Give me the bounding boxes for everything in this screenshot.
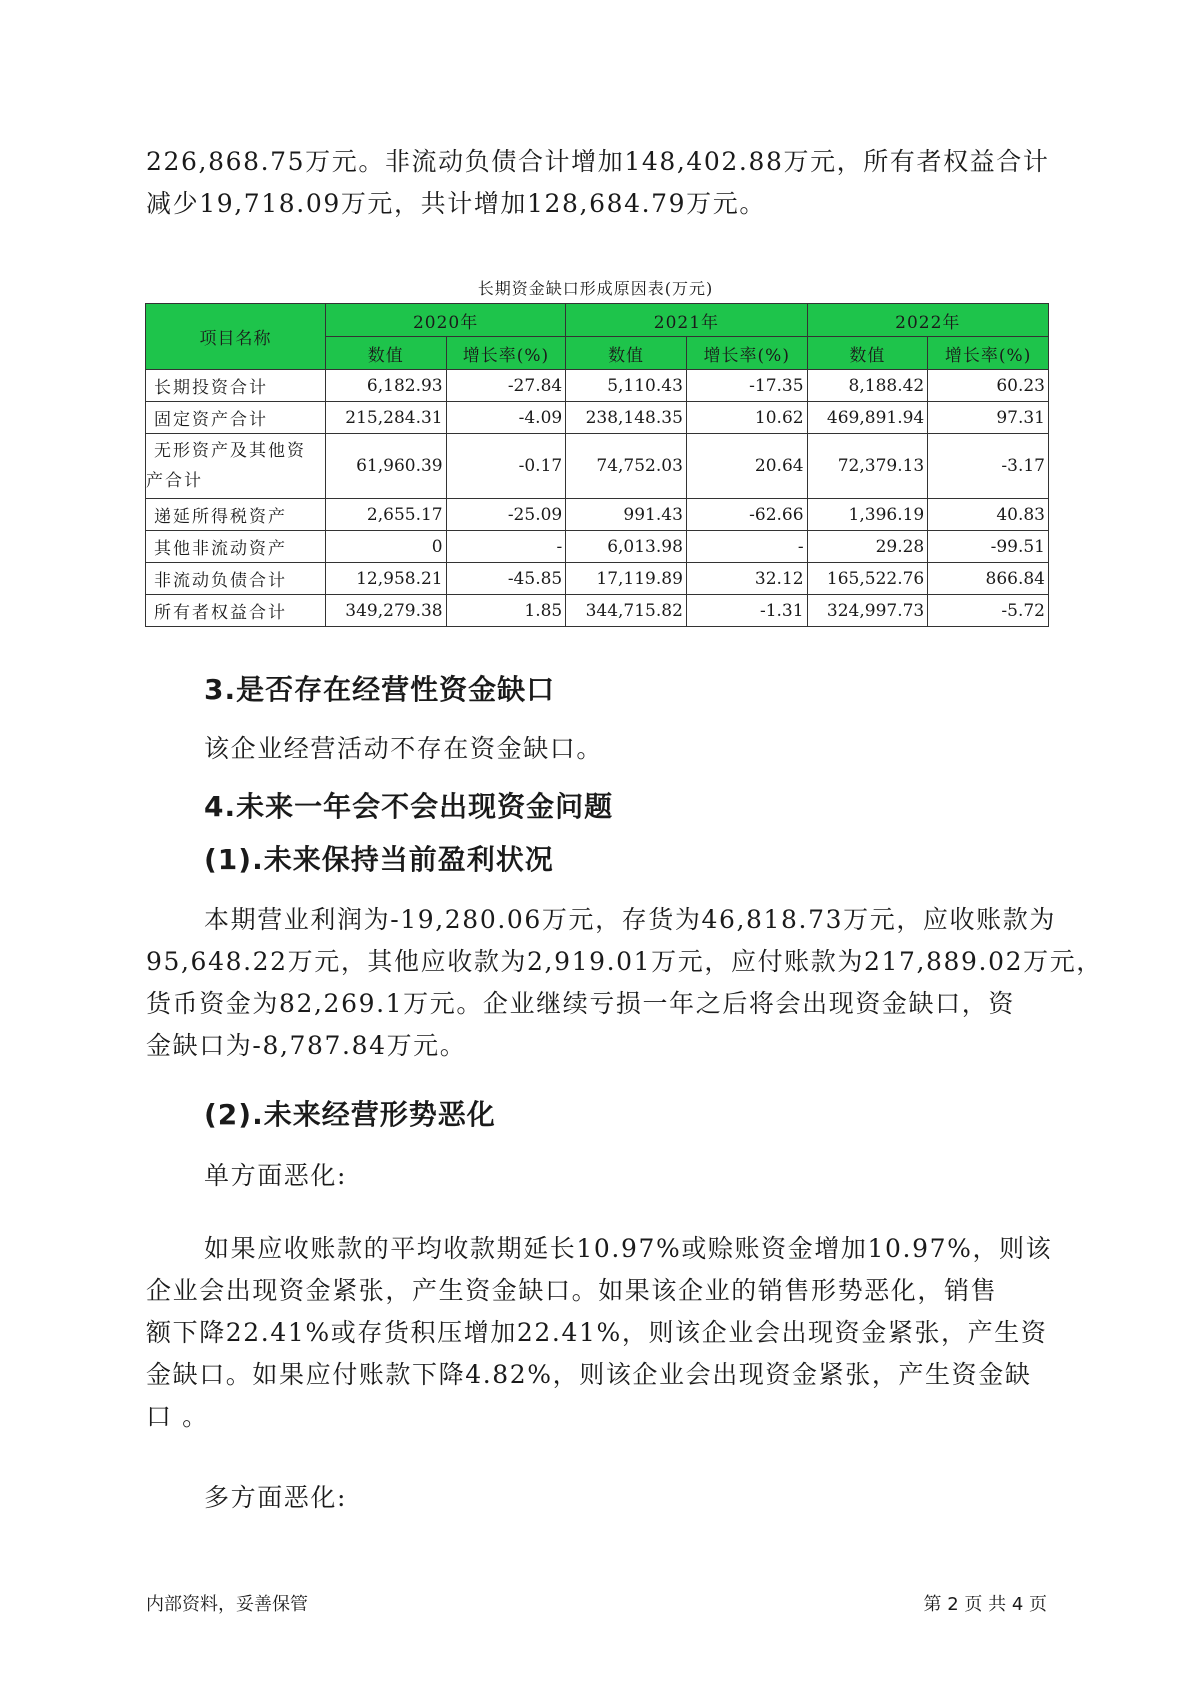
text-line: 本期营业利润为-19,280.06万元，存货为46,818.73万元，应收账款为	[204, 905, 1056, 934]
table-cell: -25.09	[446, 499, 566, 531]
funding-gap-table	[145, 303, 1049, 627]
subsection-heading: (2).未来经营形势恶化	[204, 1098, 496, 1131]
paragraph-operating-gap	[146, 728, 1046, 770]
header-value: 数值	[566, 337, 687, 370]
table-cell: 866.84	[928, 563, 1049, 595]
header-item-name: 项目名称	[146, 304, 326, 370]
table-cell: -4.09	[446, 402, 566, 434]
text-line: 如果应收账款的平均收款期延长10.97%或赊账资金增加10.97%，则该	[204, 1234, 1053, 1263]
table-cell: 10.62	[686, 402, 807, 434]
table-cell: 32.12	[686, 563, 807, 595]
paragraph-liability-summary	[146, 141, 1050, 225]
section-heading: 4.未来一年会不会出现资金问题	[204, 790, 614, 823]
table-cell: 1,396.19	[807, 499, 928, 531]
table-cell: 2,655.17	[325, 499, 446, 531]
text-line: 金缺口。如果应付账款下降4.82%，则该企业会出现资金紧张，产生资金缺	[146, 1360, 1032, 1389]
row-label: 所有者权益合计	[146, 595, 326, 627]
table-cell: 29.28	[807, 531, 928, 563]
footer-page-number: 第 2 页 共 4 页	[923, 1594, 1047, 1615]
table-cell: 215,284.31	[325, 402, 446, 434]
table-row	[146, 499, 1049, 531]
table-cell: 17,119.89	[566, 563, 687, 595]
table-cell: 61,960.39	[325, 434, 446, 499]
table-caption: 长期资金缺口形成原因表(万元)	[477, 279, 714, 298]
label-multi-deterioration	[146, 1477, 1046, 1519]
table-cell: 0	[325, 531, 446, 563]
table-row	[146, 531, 1049, 563]
text-line: 金缺口为-8,787.84万元。	[146, 1031, 467, 1060]
table-cell: 12,958.21	[325, 563, 446, 595]
table-cell: 349,279.38	[325, 595, 446, 627]
table-cell: -99.51	[928, 531, 1049, 563]
table-cell: 1.85	[446, 595, 566, 627]
table-cell: -62.66	[686, 499, 807, 531]
table-cell: 344,715.82	[566, 595, 687, 627]
table-cell: 5,110.43	[566, 370, 687, 402]
subsection-heading: (1).未来保持当前盈利状况	[204, 843, 554, 876]
row-label: 非流动负债合计	[146, 563, 326, 595]
table-cell: -0.17	[446, 434, 566, 499]
row-label: 长期投资合计	[146, 370, 326, 402]
header-year-2022: 2022年	[807, 304, 1048, 337]
row-label-line: 无形资产及其他资	[154, 441, 306, 461]
text-line: 226,868.75万元。非流动负债合计增加148,402.88万元，所有者权益合计	[146, 147, 1050, 176]
table-cell: -17.35	[686, 370, 807, 402]
table-cell: 97.31	[928, 402, 1049, 434]
table-cell: 6,182.93	[325, 370, 446, 402]
section-heading: 3.是否存在经营性资金缺口	[204, 673, 556, 706]
row-label: 其他非流动资产	[146, 531, 326, 563]
table-cell: 991.43	[566, 499, 687, 531]
row-label: 递延所得税资产	[146, 499, 326, 531]
table-cell: 165,522.76	[807, 563, 928, 595]
text-line: 95,648.22万元，其他应收款为2,919.01万元，应付账款为217,889.02万元，	[146, 947, 1103, 976]
label-single-deterioration	[146, 1155, 1046, 1197]
table-cell: 72,379.13	[807, 434, 928, 499]
text-line: 口 。	[146, 1402, 209, 1431]
table-cell: 8,188.42	[807, 370, 928, 402]
table-cell: 238,148.35	[566, 402, 687, 434]
text-line: 多方面恶化:	[204, 1483, 348, 1512]
table-cell: -45.85	[446, 563, 566, 595]
table-cell: -3.17	[928, 434, 1049, 499]
table-row	[146, 402, 1049, 434]
table-cell: -	[686, 531, 807, 563]
header-growth: 增长率(%)	[446, 337, 566, 370]
footer-confidential-note: 内部资料，妥善保管	[146, 1594, 308, 1615]
table-row	[146, 595, 1049, 627]
table-row	[146, 370, 1049, 402]
row-label	[146, 434, 326, 499]
table-cell: -27.84	[446, 370, 566, 402]
text-line: 单方面恶化:	[204, 1161, 348, 1190]
table-cell: 20.64	[686, 434, 807, 499]
table-cell: 6,013.98	[566, 531, 687, 563]
text-line: 货币资金为82,269.1万元。企业继续亏损一年之后将会出现资金缺口，资	[146, 989, 1015, 1018]
text-line: 额下降22.41%或存货积压增加22.41%，则该企业会出现资金紧张，产生资	[146, 1318, 1048, 1347]
table-cell: -1.31	[686, 595, 807, 627]
header-growth: 增长率(%)	[928, 337, 1049, 370]
text-line: 该企业经营活动不存在资金缺口。	[204, 734, 604, 763]
table-cell: 469,891.94	[807, 402, 928, 434]
header-year-2020: 2020年	[325, 304, 565, 337]
text-line: 企业会出现资金紧张，产生资金缺口。如果该企业的销售形势恶化，销售	[146, 1276, 998, 1305]
paragraph-current-profit	[146, 899, 1103, 1067]
table-row	[146, 563, 1049, 595]
header-value: 数值	[325, 337, 446, 370]
header-value: 数值	[807, 337, 928, 370]
table-row	[146, 434, 1049, 499]
table-cell: 60.23	[928, 370, 1049, 402]
table-cell: 324,997.73	[807, 595, 928, 627]
header-year-2021: 2021年	[566, 304, 807, 337]
row-label: 固定资产合计	[146, 402, 326, 434]
table-cell: 74,752.03	[566, 434, 687, 499]
row-label-line: 产合计	[146, 471, 203, 491]
table-cell: -	[446, 531, 566, 563]
table-cell: 40.83	[928, 499, 1049, 531]
header-growth: 增长率(%)	[686, 337, 807, 370]
table-cell: -5.72	[928, 595, 1049, 627]
text-line: 减少19,718.09万元，共计增加128,684.79万元。	[146, 189, 766, 218]
paragraph-single-deterioration	[146, 1228, 1053, 1438]
